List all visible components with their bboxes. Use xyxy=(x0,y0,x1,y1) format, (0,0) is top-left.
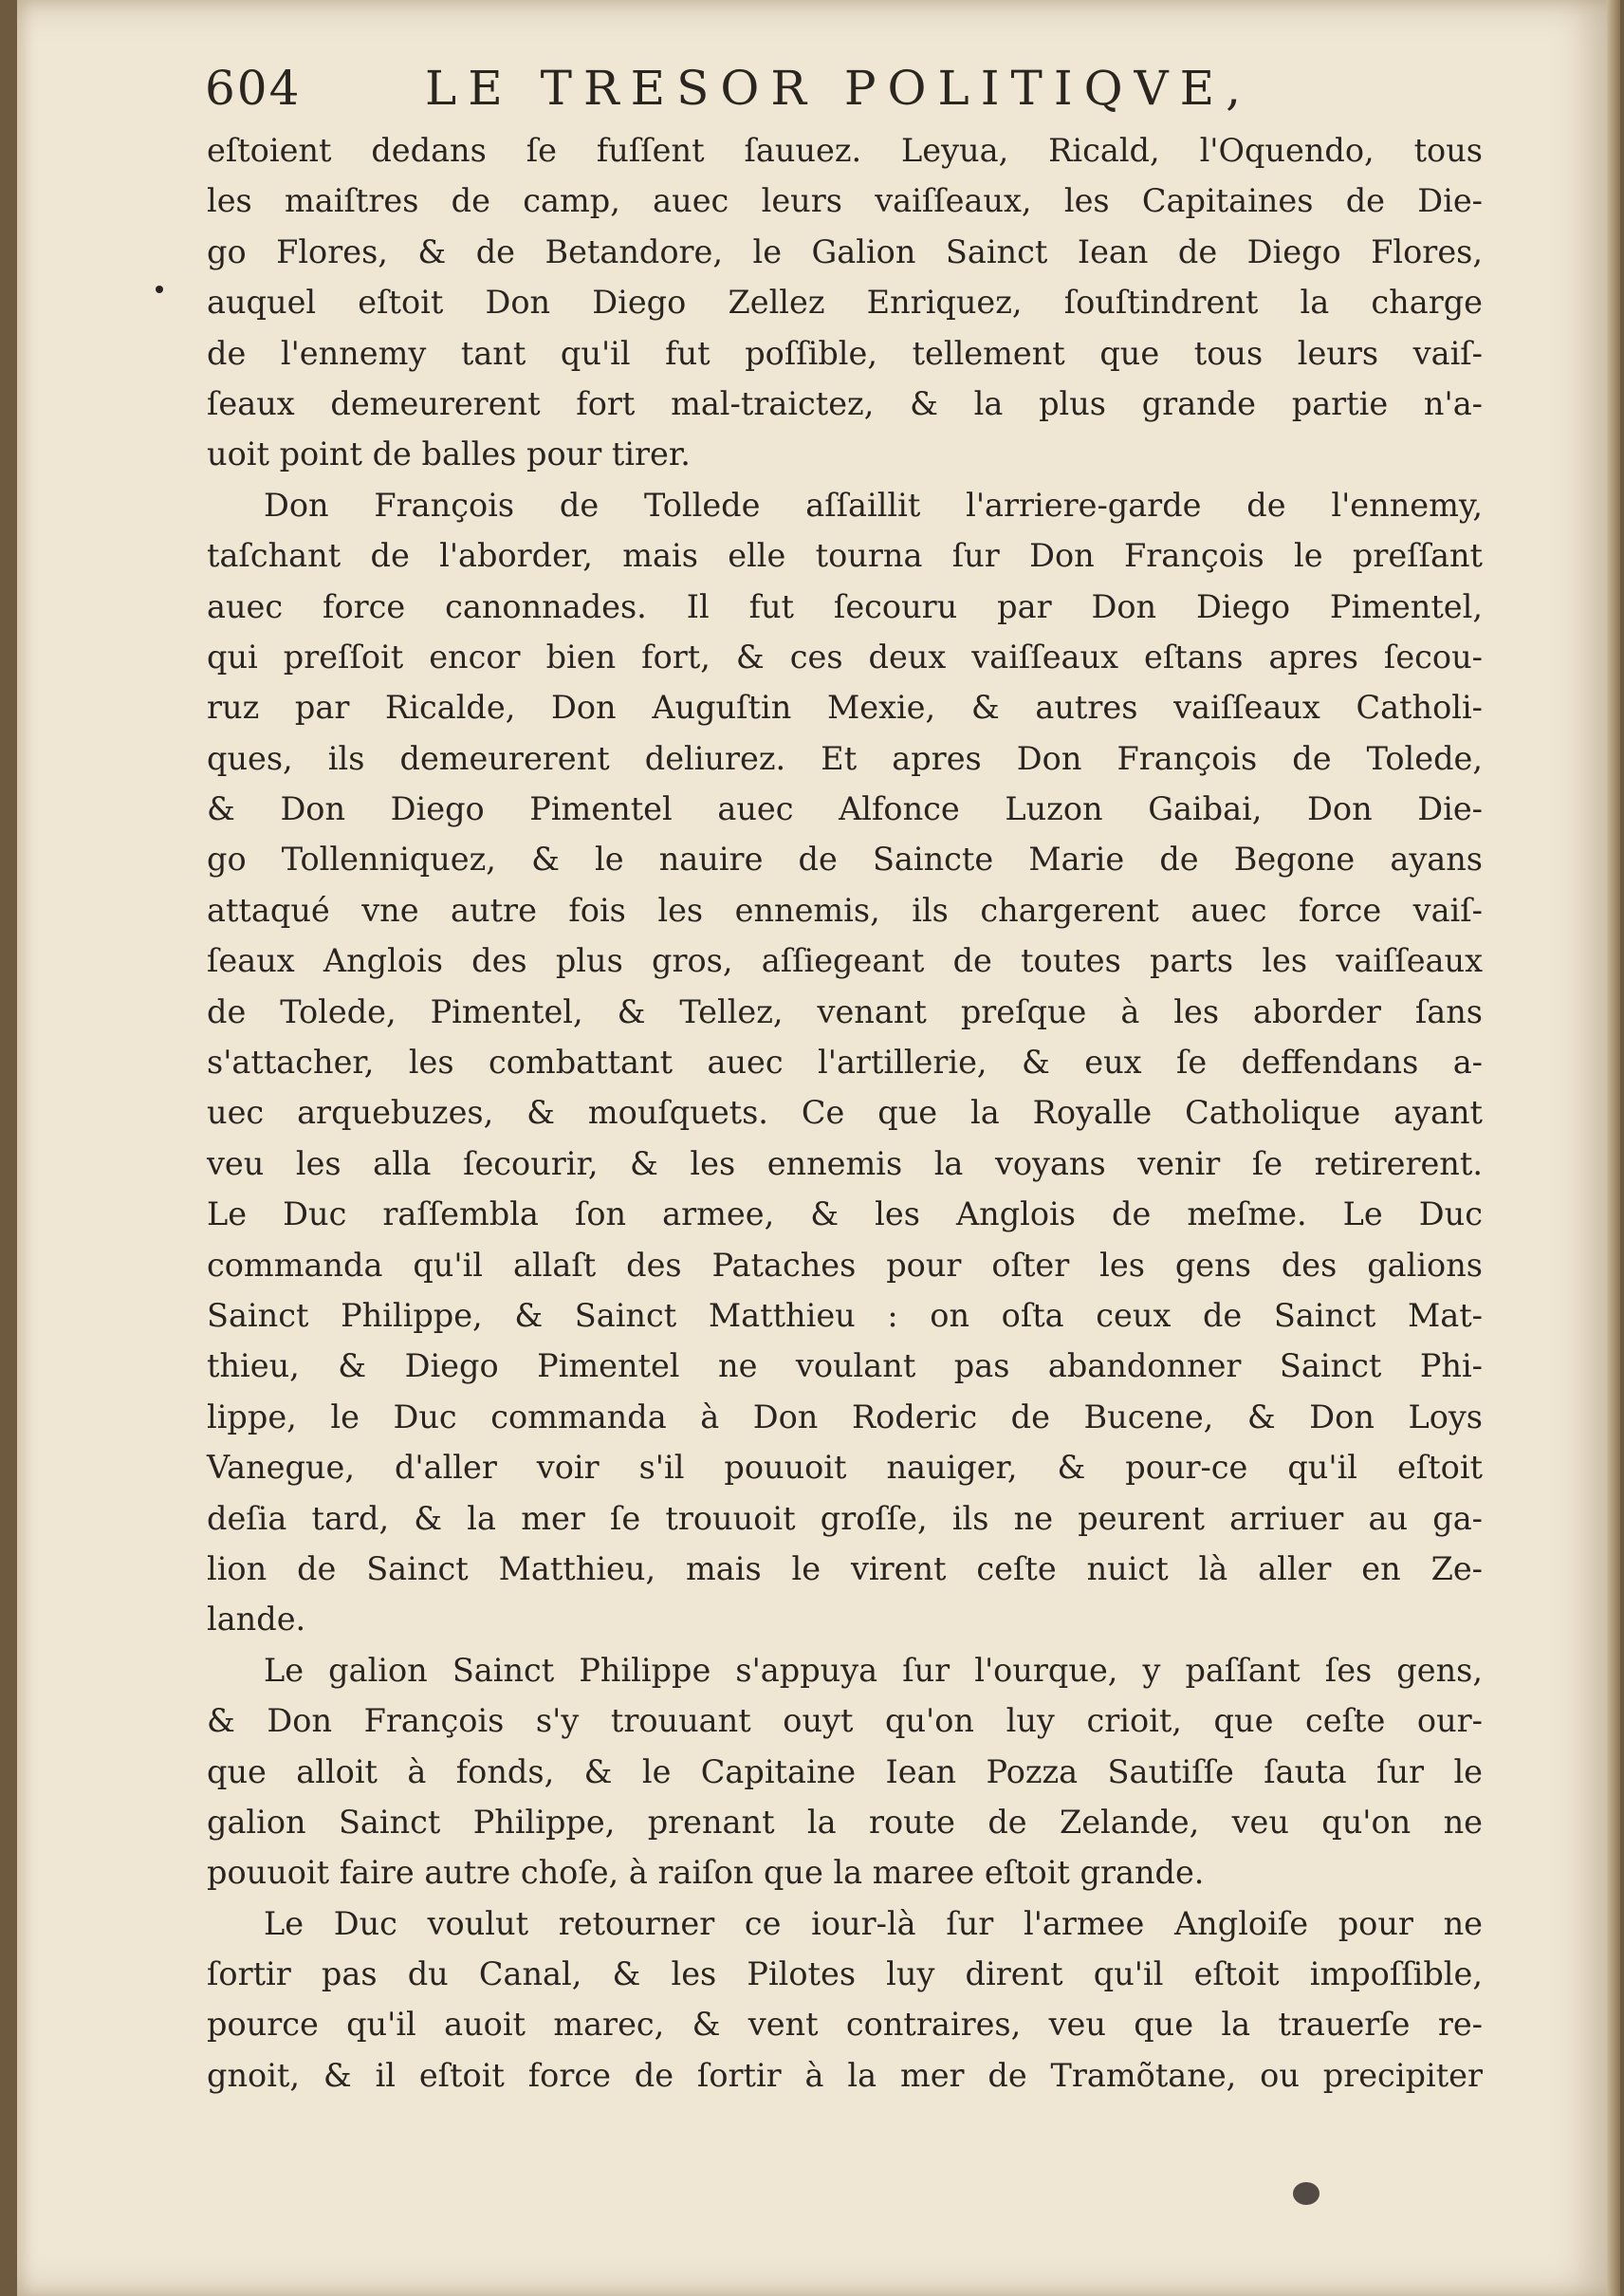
text-line: qui preſſoit encor bien fort, & ces deux vaiſſeaux eſtans apres ſecou- xyxy=(207,638,1483,676)
page-number: 604 xyxy=(205,61,302,116)
text-line: ſortir pas du Canal, & les Pilotes luy dirent qu'il eſtoit impoſſible, xyxy=(207,1955,1483,1993)
text-line: les maiſtres de camp, auec leurs vaiſſeaux, les Capitaines de Die- xyxy=(207,182,1483,220)
margin-mark xyxy=(156,286,163,293)
text-line: pource qu'il auoit marec, & vent contraires, veu que la trauerſe re- xyxy=(207,2006,1483,2044)
book-page xyxy=(17,0,1620,2296)
text-line: commanda qu'il allaſt des Pataches pour oſter les gens des galions xyxy=(207,1246,1483,1284)
text-line: taſchant de l'aborder, mais elle tourna ſur Don François le preſſant xyxy=(207,537,1483,575)
text-line: auquel eſtoit Don Diego Zellez Enriquez, ſouſtindrent la charge xyxy=(207,284,1483,322)
text-line: ques, ils demeurerent deliurez. Et apres Don François de Tolede, xyxy=(207,739,1483,777)
text-line: s'attacher, les combattant auec l'artillerie, & eux ſe deffendans a- xyxy=(207,1044,1483,1082)
text-line: Sainct Philippe, & Sainct Matthieu : on oſta ceux de Sainct Mat- xyxy=(207,1296,1483,1334)
text-line: Le Duc voulut retourner ce iour-là ſur l'armee Angloiſe pour ne xyxy=(264,1904,1483,1942)
text-line: lande. xyxy=(207,1601,306,1639)
body-text xyxy=(207,125,1483,2101)
text-line: attaqué vne autre fois les ennemis, ils chargerent auec force vaiſ- xyxy=(207,891,1483,929)
text-line: & Don François s'y trouuant ouyt qu'on luy crioit, que ceſte our- xyxy=(207,1702,1483,1740)
text-line: ſeaux Anglois des plus gros, aſſiegeant de toutes parts les vaiſſeaux xyxy=(207,942,1483,980)
text-line: uec arquebuzes, & mouſquets. Ce que la Royalle Catholique ayant xyxy=(207,1094,1483,1132)
text-line: Don François de Tollede aſſaillit l'arriere-garde de l'ennemy, xyxy=(264,486,1483,524)
text-line: ſeaux demeurerent fort mal-traictez, & la plus grande partie n'a- xyxy=(207,384,1483,422)
text-line: lippe, le Duc commanda à Don Roderic de Bucene, & Don Loys xyxy=(207,1398,1483,1435)
text-line: eſtoient dedans ſe fuſſent ſauuez. Leyua, Ricald, l'Oquendo, tous xyxy=(207,132,1483,169)
text-line: go Tollenniquez, & le nauire de Saincte Marie de Begone ayans xyxy=(207,841,1483,879)
text-line: ruz par Ricalde, Don Auguſtin Mexie, & autres vaiſſeaux Catholi- xyxy=(207,689,1483,727)
text-line: & Don Diego Pimentel auec Alfonce Luzon Gaibai, Don Die- xyxy=(207,790,1483,828)
text-line: gnoit, & il eſtoit force de ſortir à la mer de Tramõtane, ou precipiter xyxy=(207,2056,1483,2094)
running-title: LE TRESOR POLITIQVE, xyxy=(425,61,1253,116)
text-line: de Tolede, Pimentel, & Tellez, venant preſque à les aborder ſans xyxy=(207,992,1483,1030)
text-line: lion de Sainct Matthieu, mais le virent ceſte nuict là aller en Ze- xyxy=(207,1549,1483,1587)
page-edge-shadow xyxy=(1607,0,1620,2296)
text-line: go Flores, & de Betandore, le Galion Sainct Iean de Diego Flores, xyxy=(207,232,1483,270)
text-line: Vanegue, d'aller voir s'il pouuoit nauiger, & pour-ce qu'il eſtoit xyxy=(207,1449,1483,1487)
text-line: Le Duc raſſembla ſon armee, & les Anglois de meſme. Le Duc xyxy=(207,1195,1483,1233)
text-line: que alloit à fonds, & le Capitaine Iean Pozza Sautiſſe ſauta ſur le xyxy=(207,1752,1483,1790)
text-line: pouuoit faire autre choſe, à raiſon que la maree eſtoit grande. xyxy=(207,1854,1205,1892)
text-line: Le galion Sainct Philippe s'appuya ſur l'ourque, y paſſant ſes gens, xyxy=(264,1651,1483,1689)
text-line: uoit point de balles pour tirer. xyxy=(207,435,691,473)
text-line: auec force canonnades. Il fut ſecouru par Don Diego Pimentel, xyxy=(207,587,1483,625)
ink-blot xyxy=(1293,2182,1320,2205)
text-line: de l'ennemy tant qu'il fut poſſible, tellement que tous leurs vaiſ- xyxy=(207,334,1483,372)
text-line: thieu, & Diego Pimentel ne voulant pas abandonner Sainct Phi- xyxy=(207,1347,1483,1385)
text-line: deſia tard, & la mer ſe trouuoit groſſe, ils ne peurent arriuer au ga- xyxy=(207,1499,1483,1537)
text-line: veu les alla ſecourir, & les ennemis la voyans venir ſe retirerent. xyxy=(207,1144,1483,1182)
text-line: galion Sainct Philippe, prenant la route de Zelande, veu qu'on ne xyxy=(207,1803,1483,1841)
